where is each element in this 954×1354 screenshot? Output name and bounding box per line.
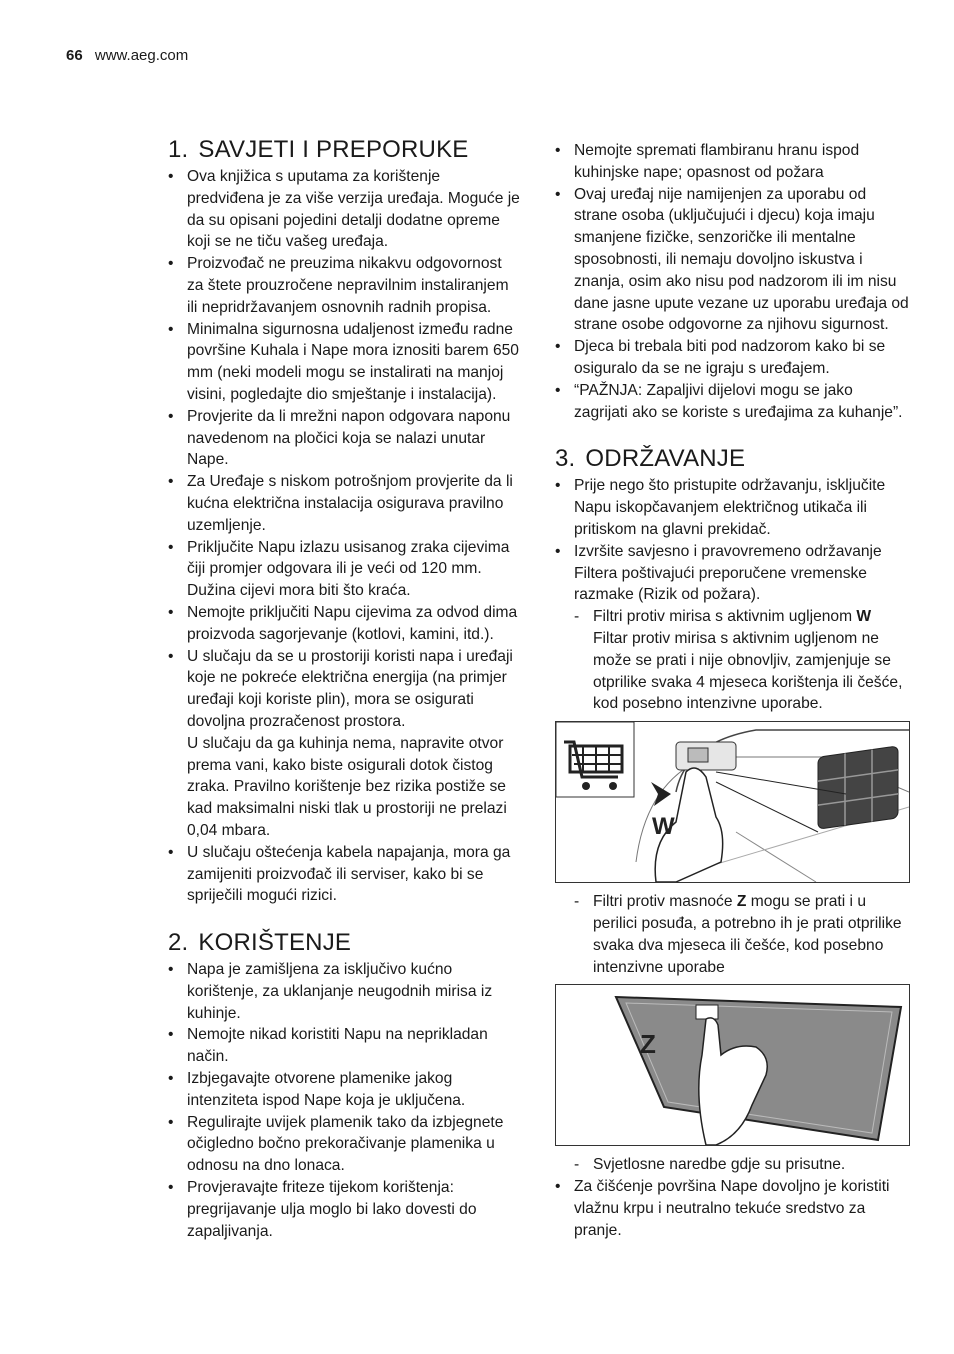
page-number: 66 xyxy=(66,47,83,64)
list-item: • Provjeravajte friteze tijekom korištenja: pregrijavanje ulja moglo bi lako dovesti do zapaljivanja. xyxy=(168,1179,477,1240)
list-item: • Nemojte nikad koristiti Napu na neprikladan način. xyxy=(168,1026,488,1066)
section-1-heading: 1. SAVJETI I PREPORUKE xyxy=(168,136,469,163)
charcoal-filter-item: - Filtri protiv mirisa s aktivnim ugljenom W Filtar protiv mirisa s aktivnim ugljenom ne može se prati i nije obnovljiv, zamjenjuje se otprilike svaka 4 mjeseca korištenja ili češće, kod posebno intenzivne uporabe. xyxy=(574,608,903,713)
list-item: • Izvršite savjesno i pravovremeno održavanje Filtera poštivajući preporučene vremenske razmake (Rizik od požara). xyxy=(555,542,882,604)
list-item: • Za čišćenje površina Nape dovoljno je koristiti vlažnu krpu i neutralno tekuće sredstvo za pranje. xyxy=(555,1178,890,1239)
list-item: • Napa je zamišljena za isključivo kućno korištenje, za uklanjanje neugodnih mirisa iz kuhinje. xyxy=(168,961,493,1022)
grease-filter-item: - Filtri protiv masnoće Z mogu se prati i u perilici posuđa, a potrebno ih je prati otprilike svaka dva mjeseca ili češće, kod posebno intenzivne uporabe xyxy=(574,893,902,976)
shopping-cart-icon xyxy=(556,722,634,797)
section-2-list xyxy=(168,959,520,1242)
carbon-filter-graphic xyxy=(818,746,898,829)
website-url: www.aeg.com xyxy=(94,47,189,64)
section-2-heading: 2. KORIŠTENJE xyxy=(168,929,352,957)
list-item: • Za Uređaje s niskom potrošnjom provjerite da li kućna električna instalacija osigurava pravilno uzemljenje. xyxy=(168,473,513,534)
list-item: • Nemojte spremati flambiranu hranu ispod kuhinjske nape; opasnost od požara xyxy=(555,142,860,181)
figure-label-z: Z xyxy=(640,1029,656,1060)
section-3-list xyxy=(555,475,910,606)
list-item: • U slučaju oštećenja kabela napajanja, mora ga zamijeniti proizvođač ili serviser, kako bi se spriječili mogući rizici. xyxy=(168,843,511,905)
cleaning-list xyxy=(555,1176,910,1241)
list-item: • Priključite Napu izlazu usisanog zraka cijevima čiji promjer odgovara ili je veći od 120 mm. Dužina cijevi mora biti što kraća. xyxy=(168,538,510,600)
list-item: • Ovaj uređaj nije namijenjen za uporabu od strane osoba (uključujući i djecu) koja imaju smanjene fizičke, senzoričke ili mentalne sposobnosti, ili nemaju dovoljno iskustva i znanja, osim ako nisu pod nadzorom ili im nisu dane jasne upute vezane uz uporabu uređaja od strane osobe odgovorne za njihovu sigurnost. xyxy=(555,185,909,334)
list-item: • Djeca bi trebala biti pod nadzorom kako bi se osiguralo da se ne igraju s uređajem. xyxy=(555,338,886,377)
figure-label-w: W xyxy=(652,813,675,841)
list-item: • “PAŽNJA: Zapaljivi dijelovi mogu se jako zagrijati ako se koriste s uređajima za kuhanje”. xyxy=(555,381,903,421)
page-header xyxy=(66,47,188,64)
list-item: • Ova knjižica s uputama za korištenje predviđena je za više verzija uređaja. Moguće je da su opisani pojedini detalji dodatne opreme koji se ne tiču vašeg uređaja. xyxy=(168,168,520,251)
section-3-heading: 3. ODRŽAVANJE xyxy=(555,445,746,473)
list-item: • Provjerite da li mrežni napon odgovara naponu navedenom na pločici koja se nalazi unutar Nape. xyxy=(168,407,511,469)
lights-item: - Svjetlosne naredbe gdje su prisutne. xyxy=(574,1156,846,1174)
list-item: • Prije nego što pristupite održavanju, isključite Napu iskopčavanjem električnog utikača ili pritiskom na glavni prekidač. xyxy=(555,477,886,538)
list-item: • Proizvođač ne preuzima nikakvu odgovornost za štete prouzročene nepravilnim instaliranjem ili nepridržavanjem osnovnih radnih propisa. xyxy=(168,255,509,316)
section-1-list xyxy=(168,166,520,907)
grease-filter-illustration xyxy=(555,984,910,1146)
list-item: • Regulirajte uvijek plamenik tako da izbjegnete očigledno bočno prekoračivanje plamenika u odnosu na dno lonaca. xyxy=(168,1113,504,1175)
list-item: • U slučaju da se u prostoriji koristi napa i uređaji koje ne pokreće električna energija (na primjer uređaji koji koriste plin), mora se osigurati dovoljna prozračenost prostora. U slučaju da ga kuhinja nema, napravite otvor prema vani, kako biste osigurali dotok čistog zraka. Pravilno korištenje bez rizika postiže se kad maksimalni niski tlak u prostoriji ne prelazi 0,04 mbara. xyxy=(168,647,513,839)
charcoal-filter-illustration xyxy=(555,721,910,883)
section-2-continued-list xyxy=(555,140,910,423)
right-column xyxy=(555,140,910,1242)
list-item: • Izbjegavajte otvorene plamenike jakog intenziteta ispod Nape koja je uključena. xyxy=(168,1070,466,1109)
list-item: • Nemojte priključiti Napu cijevima za odvod dima proizvoda sagorjevanje (kotlovi, kamini, itd.). xyxy=(168,603,518,643)
list-item: • Minimalna sigurnosna udaljenost između radne površine Kuhala i Nape mora iznositi barem 650 mm (neki modeli mogu se instalirati na manjoj visini, pogledajte dio smještanje i instalacija). xyxy=(168,320,519,403)
left-column xyxy=(168,136,520,1242)
